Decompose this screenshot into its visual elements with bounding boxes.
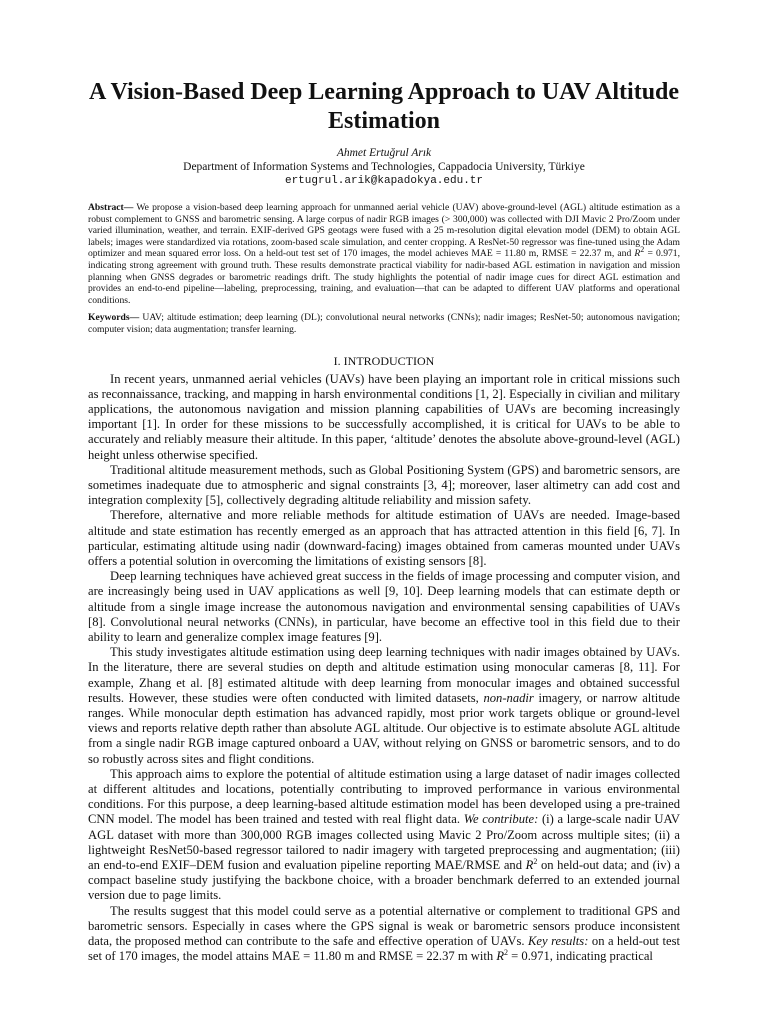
r-squared-symbol: $R^2$ [634, 245, 645, 260]
abstract [88, 202, 680, 306]
r-squared-symbol: $R^2$ [525, 856, 538, 873]
intro-paragraph-1: In recent years, unmanned aerial vehicles (UAVs) have been playing an important role in critical missions such as reconnaissance, tracking, and mapping in harsh environmental conditions [1, 2]. Especially in civilian and military applications, the autonomous navigation and mission planning capabilities of UAVs are becoming increasingly important [1]. In order for these missions to be successfully accomplished, it is critical for UAVs to be able to accurately and reliably measure their altitude. In this paper, ‘altitude’ denotes the absolute above-ground-level (AGL) height unless otherwise specified. [88, 371, 680, 462]
keywords [88, 312, 680, 335]
paper-title: A Vision-Based Deep Learning Approach to UAV Altitude Estimation [88, 79, 680, 134]
abstract-text-2: = 0.971, indicating strong agreement with ground truth. These results demonstrate practical viability for nadir-based AGL estimation in navigation and mission planning when GNSS degrades or barometric readings drift. The study highlights the potential of nadir image cues for direct AGL estimation and provides an end-to-end pipeline—labeling, preprocessing, training, and evaluation—that can be adapted to different UAV platforms and operational conditions. [88, 248, 680, 306]
author-email: ertugrul.arik@kapadokya.edu.tr [284, 175, 484, 187]
intro-paragraph-3: Therefore, alternative and more reliable methods for altitude estimation of UAVs are needed. Image-based altitude and state estimation has recently emerged as an approach that has attracted attention in this field [6, 7]. In particular, estimating altitude using nadir (downward-facing) images obtained from cameras mounted under UAVs offers a potential solution in overcoming the limitations of existing sensors [8]. [88, 508, 680, 568]
abstract-label: Abstract— [88, 202, 134, 213]
author-affiliation: Department of Information Systems and Technologies, Cappadocia University, Türkiye [183, 161, 585, 173]
intro-paragraph-2: Traditional altitude measurement methods, such as Global Positioning System (GPS) and barometric sensors, are sometimes inadequate due to atmospheric and signal constraints [3, 4]; moreover, laser altimetry can add cost and integration complexity [5], collectively degrading altitude reliability and mission safety. [88, 462, 680, 508]
r-squared-symbol: $R^2$ [496, 948, 509, 964]
paper-page [88, 78, 680, 964]
keywords-text: UAV; altitude estimation; deep learning (DL); convolutional neural networks (CNNs); nadir images; ResNet-50; autonomous navigation; computer vision; data augmentation; transfer learning. [88, 312, 680, 335]
intro-paragraph-6: This approach aims to explore the potential of altitude estimation using a large dataset of nadir images collected at different altitudes and locations, potentially contributing to improved performance in various environmental conditions. For this purpose, a deep learning-based altitude estimation model has been developed using a pre-trained CNN model. The model has been trained and tested with real flight data. We contribute: (i) a large-scale nadir UAV AGL dataset with more than 300,000 RGB images collected using Mavic 2 Pro/Zoom across multiple sites; (ii) a lightweight ResNet50-based regressor tailored to nadir imagery with targeted preprocessing and augmentation; (iii) an end-to-end EXIF–DEM fusion and evaluation pipeline reporting MAE/RMSE and $R^2$ on held-out data; and (iv) a compact baseline study justifying the backbone choice, with a broader benchmark deferred to an extended journal version due to page limits. [88, 766, 681, 903]
author-name: Ahmet Ertuğrul Arık [336, 147, 432, 159]
intro-paragraph-4: Deep learning techniques have achieved great success in the fields of image processing and computer vision, and are increasingly being used in UAV applications as well [9, 10]. Deep learning models that can estimate depth or altitude from a single image increase the autonomous navigation and environmental sensing capabilities of UAVs [8]. Convolutional neural networks (CNNs), in particular, have become an effective tool in this field due to their ability to learn and generalize complex image features [9]. [88, 569, 680, 644]
intro-paragraph-7: The results suggest that this model could serve as a potential alternative or complement to traditional GPS and barometric sensors. Especially in cases where the GPS signal is weak or barometric sensors produce inconsistent data, the proposed method can contribute to the safe and effective operation of UAVs. Key results: on a held-out test set of 170 images, the model attains MAE = 11.80 m and RMSE = 22.37 m with $R^2 = 0.971$, indicating practical [88, 903, 680, 964]
section-heading-introduction: I. INTRODUCTION [333, 353, 435, 368]
keywords-label: Keywords— [88, 312, 140, 324]
intro-paragraph-5: This study investigates altitude estimation using deep learning techniques with nadir images obtained by UAVs. In the literature, there are several studies on depth and altitude estimation using monocular cameras [8, 11]. For example, Zhang et al. [8] estimated altitude with deep learning from monocular images and obtained successful results. However, these studies were often conducted with limited datasets, non-nadir imagery, or narrow altitude ranges. While monocular depth estimation has advanced rapidly, most prior work targets oblique or ground-level views and reports relative depth rather than absolute AGL altitude. Our objective is to estimate absolute AGL altitude from a single nadir RGB image captured onboard a UAV, without relying on GNSS or barometric sensors, and to do so robustly across sites and flight conditions. [88, 645, 680, 766]
abstract-text-1: We propose a vision-based deep learning approach for unmanned aerial vehicle (UAV) above-ground-level (AGL) altitude estimation as a robust complement to GNSS and barometric sensing. A large corpus of nadir RGB images (> 300,000) was collected with DJI Mavic 2 Pro/Zoom under varied illumination, weather, and terrain. EXIF-derived GPS geotags were fused with a 25 m-resolution digital elevation model (DEM) to obtain AGL labels; images were standardized via rotations, zoom-based scale simulation, and center cropping. A ResNet-50 regressor was fine-tuned using the Adam optimizer and mean squared error loss. On a held-out test set of 170 images, the model achieves MAE = 11.80 m, RMSE = 22.37 m, and [88, 202, 680, 260]
